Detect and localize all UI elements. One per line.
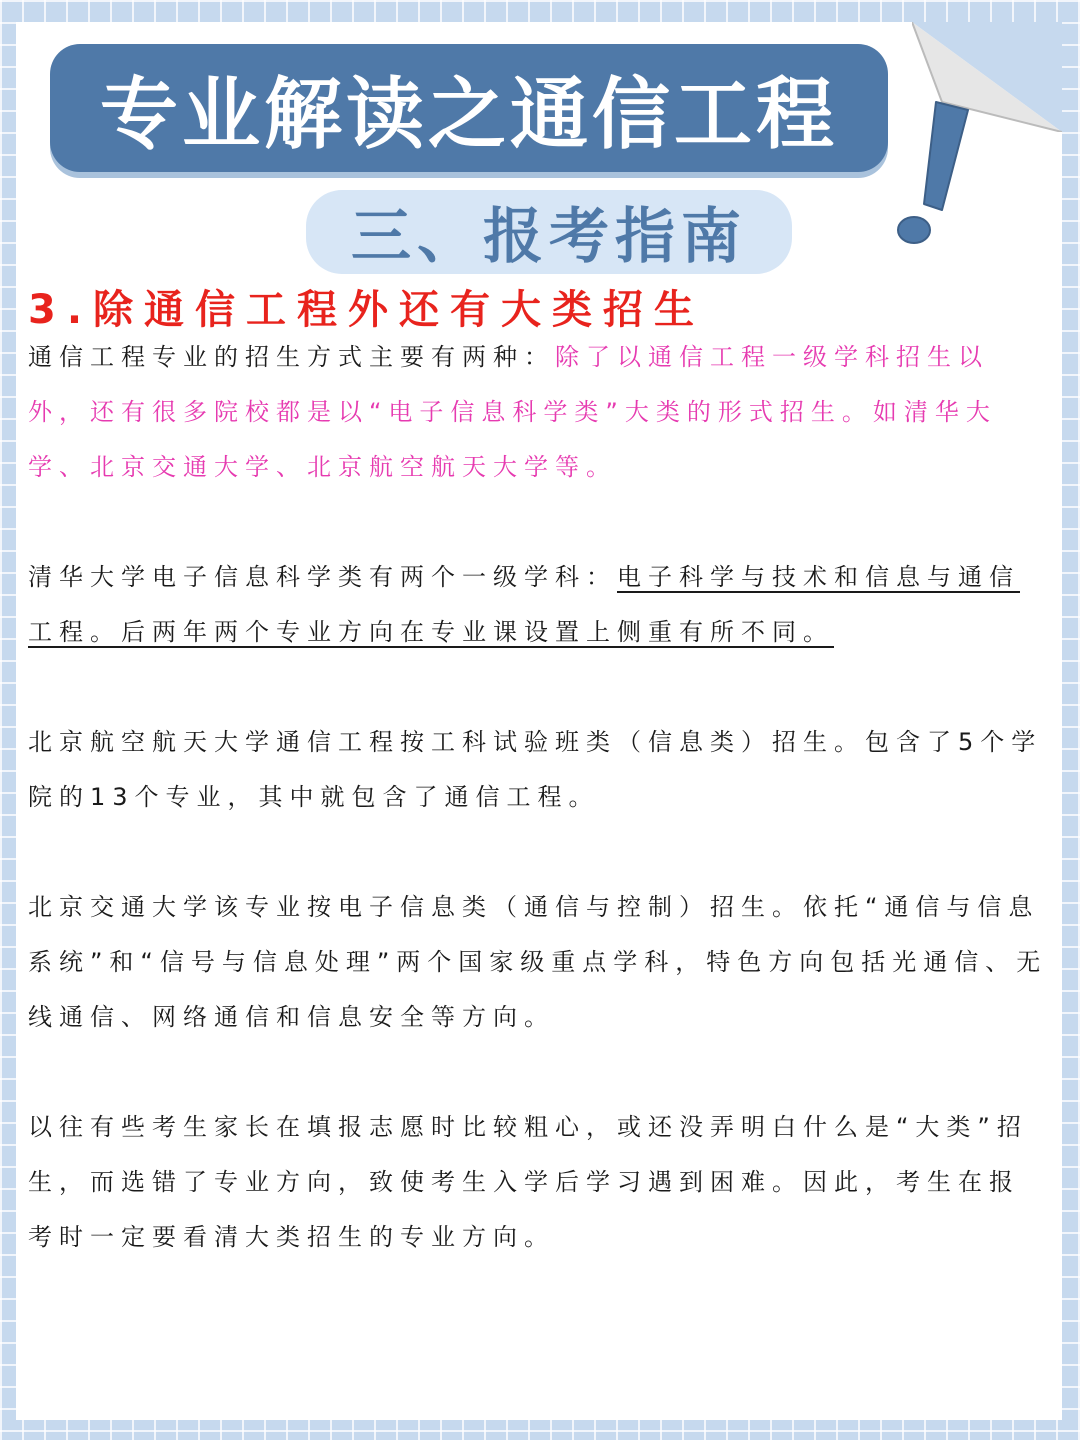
- paragraph-advice: 以往有些考生家长在填报志愿时比较粗心，或还没弄明白什么是“大类”招生，而选错了专业方向，致使考生入学后学习遇到困难。因此，考生在报考时一定要看清大类招生的专业方向。: [28, 1113, 1028, 1251]
- highlighted-text: 除了以通信工程一级学科招生以外，还有很多院校都是以“电子信息科学类”大类的形式招生。如清华大学、北京交通大学、北京航空航天大学等。: [28, 343, 997, 481]
- article-body: [28, 330, 1048, 1320]
- section-subtitle: 三、报考指南: [351, 202, 747, 272]
- page-title: 专业解读之通信工程: [99, 70, 838, 160]
- paragraph-admission-methods: [28, 330, 1048, 495]
- exclamation-icon: [888, 92, 978, 252]
- paragraph-beihang: 北京航空航天大学通信工程按工科试验班类（信息类）招生。包含了5个学院的13个专业，其中就包含了通信工程。: [28, 728, 1043, 811]
- subtitle-banner: [306, 190, 792, 274]
- paragraph-bjtu: 北京交通大学该专业按电子信息类（通信与控制）招生。依托“通信与信息系统”和“信号与信息处理”两个国家级重点学科，特色方向包括光通信、无线通信、网络通信和信息安全等方向。: [28, 893, 1048, 1031]
- title-banner: [50, 44, 888, 172]
- paragraph-text: 清华大学电子信息科学类有两个一级学科：: [28, 563, 617, 591]
- paragraph-tsinghua: [28, 550, 1048, 660]
- paragraph-text: 通信工程专业的招生方式主要有两种：: [28, 343, 555, 371]
- section-heading: 3.除通信工程外还有大类招生: [28, 287, 706, 333]
- underlined-text: 电子科学与技术和信息与通信工程。后两年两个专业方向在专业课设置上侧重有所不同。: [28, 563, 1020, 646]
